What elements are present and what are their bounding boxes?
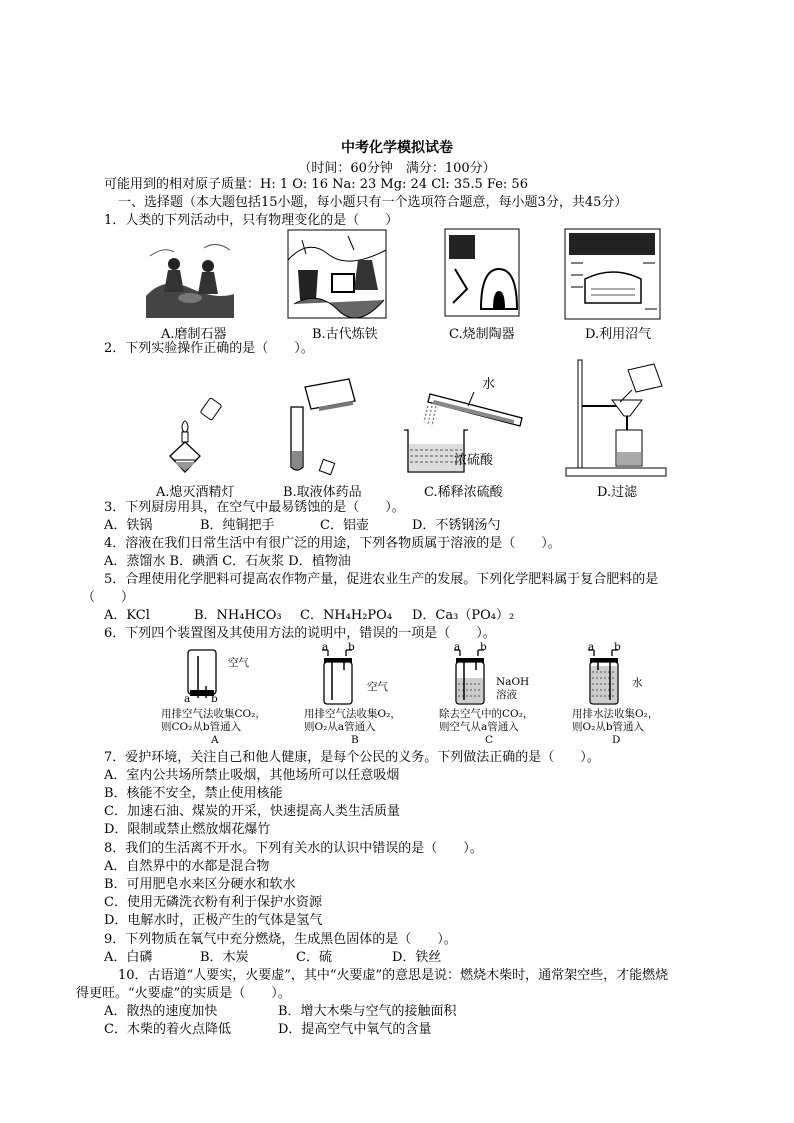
gas-bottle-c-image: [450, 646, 490, 706]
question-2-stem: 2．下列实验操作正确的是（ ）。: [104, 341, 314, 356]
q6-option-a[interactable]: A: [211, 734, 219, 746]
q7-option-c[interactable]: C．加速石油、煤炭的开采，快速提高人类生活质量: [104, 804, 400, 819]
air-label-b: 空气: [367, 681, 388, 693]
q6-caption-b-line1: 用排空气法收集O₂，: [304, 708, 401, 720]
q9-option-a[interactable]: A．白磷: [104, 950, 153, 965]
q6-option-c[interactable]: C: [485, 734, 494, 746]
question-5-stem: 5．合理使用化学肥料可提高农作物产量，促进农业生产的发展。下列化学肥料属于复合肥料的是: [104, 572, 659, 587]
q2-option-b[interactable]: B.取液体药品: [283, 485, 362, 500]
gas-bottle-d-image: [584, 646, 624, 706]
q10-option-a[interactable]: A．散热的速度加快: [104, 1004, 218, 1019]
q3-option-a[interactable]: A．铁锅: [104, 518, 153, 533]
q8-option-d[interactable]: D．电解水时，正极产生的气体是氢气: [104, 913, 323, 928]
q8-option-a[interactable]: A．自然界中的水都是混合物: [104, 859, 270, 874]
q5-options: [104, 607, 514, 625]
naoh-label: NaOH: [496, 676, 530, 688]
q3-option-b[interactable]: B．纯铜把手: [200, 518, 275, 533]
pottery-firing-image: [445, 229, 519, 316]
page-title: 中考化学模拟试卷: [341, 140, 453, 156]
q10-option-c[interactable]: C．木柴的着火点降低: [104, 1022, 231, 1037]
question-7-stem: 7．爱护环境，关注自己和他人健康，是每个公民的义务。下列做法正确的是（ ）。: [104, 750, 600, 765]
port-b-label-b: b: [348, 641, 355, 653]
port-a-label-d: a: [588, 641, 595, 653]
q10-options-row2: [104, 1021, 431, 1039]
q1-option-d[interactable]: D.利用沼气: [585, 327, 652, 342]
water-label: 水: [482, 377, 496, 392]
water-label-d: 水: [632, 677, 643, 689]
port-a-label-a: a: [184, 693, 191, 705]
q5-option-d[interactable]: D．Ca₃（PO₄）₂: [412, 608, 515, 623]
concentrated-acid-label: 浓硫酸: [454, 453, 494, 468]
q10-option-d[interactable]: D．提高空气中氧气的含量: [278, 1022, 432, 1037]
q10-option-b[interactable]: B．增大木柴与空气的接触面积: [278, 1004, 457, 1019]
q10-options-row1: [104, 1003, 457, 1021]
exam-subtitle: （时间：60分钟 满分：100分）: [298, 161, 496, 176]
port-b-label-c: b: [480, 641, 487, 653]
port-a-label-b: a: [322, 641, 329, 653]
q2-option-a[interactable]: A.熄灭酒精灯: [156, 485, 235, 500]
question-8-stem: 8．我们的生活离不开水。下列有关水的认识中错误的是（ ）。: [104, 841, 483, 856]
q9-option-b[interactable]: B．木炭: [200, 950, 249, 965]
q3-options: [104, 517, 500, 535]
filtration-image: [566, 360, 676, 478]
q6-caption-a-line1: 用排空气法收集CO₂，: [161, 708, 266, 720]
port-b-label-d: b: [614, 641, 621, 653]
q6-caption-a-line2: 则CO₂从b管通入: [161, 721, 242, 733]
question-1-stem: 1．人类的下列活动中，只有物理变化的是（ ）: [104, 213, 399, 228]
solution-label: 溶液: [496, 689, 517, 701]
port-b-label-a: b: [211, 693, 218, 705]
q2-option-d[interactable]: D.过滤: [597, 485, 638, 500]
question-3-stem: 3．下列厨房用具，在空气中最易锈蚀的是（ ）。: [104, 500, 405, 515]
alcohol-lamp-image: [160, 396, 230, 480]
q8-option-c[interactable]: C．使用无磷洗衣粉有利于保护水资源: [104, 895, 322, 910]
q7-option-d[interactable]: D．限制或禁止燃放烟花爆竹: [104, 822, 271, 837]
q5-option-a[interactable]: A．KCl: [104, 608, 150, 623]
question-5-stem-cont: （ ）: [82, 590, 135, 605]
ancient-iron-smelting-image: [288, 230, 386, 318]
stone-grinding-image: [144, 236, 236, 318]
q7-option-b[interactable]: B．核能不安全，禁止使用核能: [104, 786, 283, 801]
q6-caption-d-line1: 用排水法收集O₂，: [572, 708, 659, 720]
q3-option-d[interactable]: D．不锈钢汤勺: [412, 518, 501, 533]
q2-option-c[interactable]: C.稀释浓硫酸: [424, 485, 503, 500]
question-6-stem: 6．下列四个装置图及其使用方法的说明中，错误的一项是（ ）。: [104, 626, 496, 641]
q5-option-b[interactable]: B．NH₄HCO₃: [194, 608, 282, 623]
section-heading: 一、选择题（本大题包括15小题，每小题只有一个选项符合题意，每小题3分，共45分）: [118, 195, 628, 210]
q7-option-a[interactable]: A．室内公共场所禁止吸烟，其他场所可以任意吸烟: [104, 768, 400, 783]
liquid-sampling-image: [283, 381, 359, 477]
q1-option-c[interactable]: C.烧制陶器: [449, 327, 515, 342]
biogas-usage-image: [565, 229, 660, 319]
q9-options: [104, 949, 441, 967]
q1-option-a[interactable]: A.磨制石器: [161, 327, 227, 342]
q5-option-c[interactable]: C．NH₄H₂PO₄: [300, 608, 393, 623]
q6-caption-c-line2: 则空气从a管通入: [439, 721, 519, 733]
q6-option-d[interactable]: D: [612, 734, 621, 746]
port-a-label-c: a: [454, 641, 461, 653]
atomic-masses: 可能用到的相对原子质量：H: 1 O: 16 Na: 23 Mg: 24 Cl: 35.5 Fe: 56: [104, 177, 528, 192]
gas-bottle-b-image: [318, 646, 358, 706]
q9-option-d[interactable]: D．铁丝: [392, 950, 442, 965]
q6-caption-d-line2: 则O₂从b管通入: [572, 721, 645, 733]
q1-option-b[interactable]: B.古代炼铁: [312, 327, 378, 342]
air-label-a: 空气: [228, 657, 249, 669]
question-10-stem-cont: 得更旺。“火要虚”的实质是（ ）。: [76, 986, 291, 1001]
q6-option-b[interactable]: B: [351, 734, 359, 746]
question-4-stem: 4．溶液在我们日常生活中有很广泛的用途，下列各物质属于溶液的是（ ）。: [104, 536, 561, 551]
q3-option-c[interactable]: C．铝壶: [320, 518, 369, 533]
question-10-stem: 10．古语道“人要实，火要虚”，其中“火要虚”的意思是说：燃烧木柴时，通常架空些，才能燃烧: [118, 968, 669, 983]
q8-option-b[interactable]: B．可用肥皂水来区分硬水和软水: [104, 877, 296, 892]
q6-caption-b-line2: 则O₂从a管通入: [304, 721, 376, 733]
q6-caption-c-line1: 除去空气中的CO₂，: [439, 708, 534, 720]
question-9-stem: 9．下列物质在氧气中充分燃烧，生成黑色固体的是（ ）。: [104, 932, 457, 947]
q4-options: A．蒸馏水 B．碘酒 C．石灰浆 D．植物油: [104, 554, 351, 569]
q9-option-c[interactable]: C．硫: [296, 950, 332, 965]
